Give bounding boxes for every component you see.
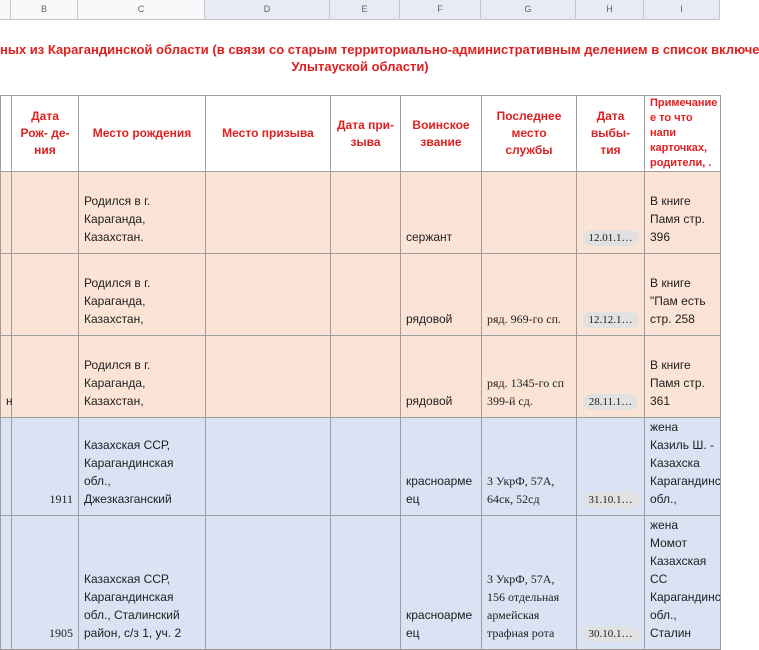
column-header-A[interactable] <box>0 0 11 19</box>
column-header-H[interactable]: H <box>576 0 644 19</box>
cell-conscription-date[interactable] <box>331 418 401 516</box>
data-table <box>0 95 721 650</box>
cell-conscription-date[interactable] <box>331 172 401 254</box>
cell-exit-date[interactable] <box>577 254 645 336</box>
cell-prev[interactable]: н <box>1 336 12 418</box>
cell-dob[interactable] <box>12 254 79 336</box>
header-birthplace[interactable]: Место рождения <box>79 96 206 172</box>
column-header-E[interactable]: E <box>330 0 400 19</box>
column-header-G[interactable]: G <box>481 0 576 19</box>
column-header-B[interactable]: B <box>11 0 78 19</box>
cell-exit-date[interactable] <box>577 516 645 650</box>
header-conscription-place[interactable]: Место призыва <box>206 96 331 172</box>
cell-prev[interactable] <box>1 418 12 516</box>
cell-rank[interactable]: красноарме ец <box>401 516 482 650</box>
cell-note[interactable]: В книге "Пам есть стр. 258 <box>645 254 721 336</box>
column-header-I[interactable]: I <box>644 0 720 19</box>
cell-conscription-place[interactable] <box>206 336 331 418</box>
cell-birthplace[interactable]: Родился в г. Караганда, Казахстан. <box>79 172 206 254</box>
header-rank[interactable]: Воинское звание <box>401 96 482 172</box>
cell-exit-date[interactable] <box>577 336 645 418</box>
cell-prev[interactable] <box>1 172 12 254</box>
cell-conscription-date[interactable] <box>331 254 401 336</box>
column-header-C[interactable]: C <box>78 0 205 19</box>
date-chip[interactable]: 30.10.1… <box>583 626 639 642</box>
table-row <box>1 172 721 254</box>
cell-dob[interactable]: 1905 <box>12 516 79 650</box>
date-chip[interactable]: 28.11.1… <box>583 394 639 410</box>
cell-conscription-place[interactable] <box>206 516 331 650</box>
cell-note[interactable]: В книге Памя стр. 396 <box>645 172 721 254</box>
table-row <box>1 254 721 336</box>
table-header-row <box>1 96 721 172</box>
cell-last-service[interactable]: ряд. 969-го сп. <box>482 254 577 336</box>
column-header-F[interactable]: F <box>400 0 481 19</box>
cell-note[interactable]: жена Момот Казахская СС Карагандинс обл., Сталин <box>645 516 721 650</box>
cell-conscription-place[interactable] <box>206 254 331 336</box>
header-cell-prev[interactable] <box>1 96 12 172</box>
cell-rank[interactable]: красноарме ец <box>401 418 482 516</box>
header-dob[interactable]: Дата Рож- де- ния <box>12 96 79 172</box>
cell-dob[interactable] <box>12 336 79 418</box>
sheet-title-line1: ных из Карагандинской области (в связи со старым территориально-административным делением в список включе <box>0 42 759 57</box>
cell-birthplace[interactable]: Родился в г. Караганда, Казахстан, <box>79 254 206 336</box>
table-row <box>1 336 721 418</box>
cell-birthplace[interactable]: Казахская ССР, Карагандинская обл., Джезказганский <box>79 418 206 516</box>
cell-rank[interactable]: рядовой <box>401 336 482 418</box>
column-header-bar <box>0 0 720 20</box>
cell-last-service[interactable]: ряд. 1345-го сп 399-й сд. <box>482 336 577 418</box>
cell-note[interactable]: жена Казиль Ш. - Казахска Карагандинс обл., <box>645 418 721 516</box>
cell-conscription-place[interactable] <box>206 418 331 516</box>
cell-last-service[interactable]: 3 УкрФ, 57А, 64ск, 52сд <box>482 418 577 516</box>
cell-prev[interactable] <box>1 516 12 650</box>
cell-note[interactable]: В книге Памя стр. 361 <box>645 336 721 418</box>
header-last-service[interactable]: Последнее место службы <box>482 96 577 172</box>
cell-exit-date[interactable] <box>577 418 645 516</box>
cell-last-service[interactable]: 3 УкрФ, 57А, 156 отдельная армейская трафная рота <box>482 516 577 650</box>
cell-dob[interactable]: 1911 <box>12 418 79 516</box>
cell-conscription-date[interactable] <box>331 516 401 650</box>
sheet-title-line2: Улытауской области) <box>291 59 429 74</box>
cell-prev[interactable] <box>1 254 12 336</box>
column-header-D[interactable]: D <box>205 0 330 19</box>
cell-birthplace[interactable]: Казахская ССР, Карагандинская обл., Сталинский район, с/з 1, уч. 2 <box>79 516 206 650</box>
cell-birthplace[interactable]: Родился в г. Караганда, Казахстан, <box>79 336 206 418</box>
cell-rank[interactable]: рядовой <box>401 254 482 336</box>
date-chip[interactable]: 12.12.1… <box>583 312 639 328</box>
cell-conscription-date[interactable] <box>331 336 401 418</box>
table-row <box>1 516 721 650</box>
cell-dob[interactable] <box>12 172 79 254</box>
date-chip[interactable]: 12.01.1… <box>583 230 639 246</box>
date-chip[interactable]: 31.10.1… <box>583 492 639 508</box>
cell-exit-date[interactable] <box>577 172 645 254</box>
header-conscription-date[interactable]: Дата при- зыва <box>331 96 401 172</box>
table-row <box>1 418 721 516</box>
cell-conscription-place[interactable] <box>206 172 331 254</box>
header-note[interactable]: Примечание е то что напи карточках, родители, . <box>645 96 721 172</box>
cell-rank[interactable]: сержант <box>401 172 482 254</box>
header-exit-date[interactable]: Дата выбы- тия <box>577 96 645 172</box>
cell-last-service[interactable] <box>482 172 577 254</box>
